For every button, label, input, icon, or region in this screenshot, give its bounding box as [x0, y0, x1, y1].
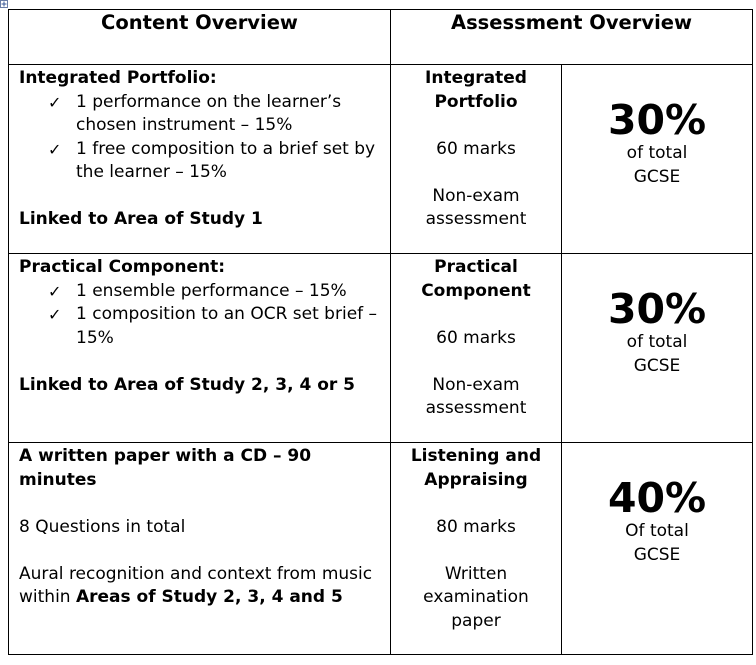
check-mark-icon: ✓ [48, 305, 62, 324]
check-mark-icon: ✓ [48, 139, 62, 159]
list-item: ✓ 1 free composition to a brief set by the learner – 15% [48, 138, 376, 182]
assessment-name: Practical Component [421, 257, 531, 301]
table-row [9, 65, 753, 254]
content-cell [9, 65, 391, 254]
content-cell [9, 254, 391, 443]
weight-percent: 40% [607, 474, 707, 522]
assessment-cell [391, 443, 562, 655]
list-item: ✓ 1 composition to an OCR set brief – 15% [48, 304, 378, 348]
check-mark-icon: ✓ [48, 92, 62, 112]
table-row [9, 254, 753, 443]
content-overview-heading: Content Overview [101, 11, 298, 34]
assessment-type: Non-exam assessment [425, 185, 527, 229]
weight-cell [562, 254, 753, 443]
overview-table [8, 9, 753, 655]
aural-description: Aural recognition and context from music within Areas of Study 2, 3, 4 and 5 [19, 563, 373, 607]
linked-area: Linked to Area of Study 1 [19, 209, 263, 229]
table-move-handle-icon[interactable] [0, 0, 8, 8]
assessment-name: Listening and Appraising [410, 446, 542, 490]
assessment-overview-header [391, 10, 753, 65]
assessment-marks: 80 marks [436, 516, 516, 537]
content-overview-header [9, 10, 391, 65]
component-items [19, 91, 384, 185]
assessment-type: Written examination paper [423, 563, 529, 631]
linked-area: Linked to Area of Study 2, 3, 4 or 5 [19, 374, 356, 395]
weight-cell [562, 443, 753, 655]
assessment-type: Non-exam assessment [425, 374, 527, 418]
check-mark-icon: ✓ [48, 281, 62, 301]
assessment-cell [391, 254, 562, 443]
weight-label: Of total GCSE [625, 521, 689, 565]
assessment-marks: 60 marks [436, 138, 516, 159]
weight-cell [562, 65, 753, 254]
questions-count: 8 Questions in total [19, 516, 186, 537]
component-title: Practical Component: [19, 257, 226, 277]
list-item: ✓ 1 ensemble performance – 15% [19, 280, 384, 304]
weight-label: of total GCSE [626, 332, 688, 376]
assessment-cell [391, 65, 562, 254]
header-row [9, 10, 753, 65]
content-cell [9, 443, 391, 655]
assessment-marks: 60 marks [436, 327, 516, 348]
component-title: Integrated Portfolio: [19, 68, 217, 88]
weight-label: of total GCSE [626, 143, 688, 187]
component-items [19, 280, 384, 351]
list-item: ✓ 1 performance on the learner’s chosen instrument – 15% [48, 91, 342, 135]
assessment-name: Integrated Portfolio [425, 68, 527, 112]
assessment-overview-heading: Assessment Overview [450, 11, 693, 34]
weight-percent: 30% [607, 96, 707, 144]
table-row [9, 443, 753, 655]
component-title: A written paper with a CD – 90 minutes [19, 446, 312, 490]
weight-percent: 30% [607, 285, 707, 333]
